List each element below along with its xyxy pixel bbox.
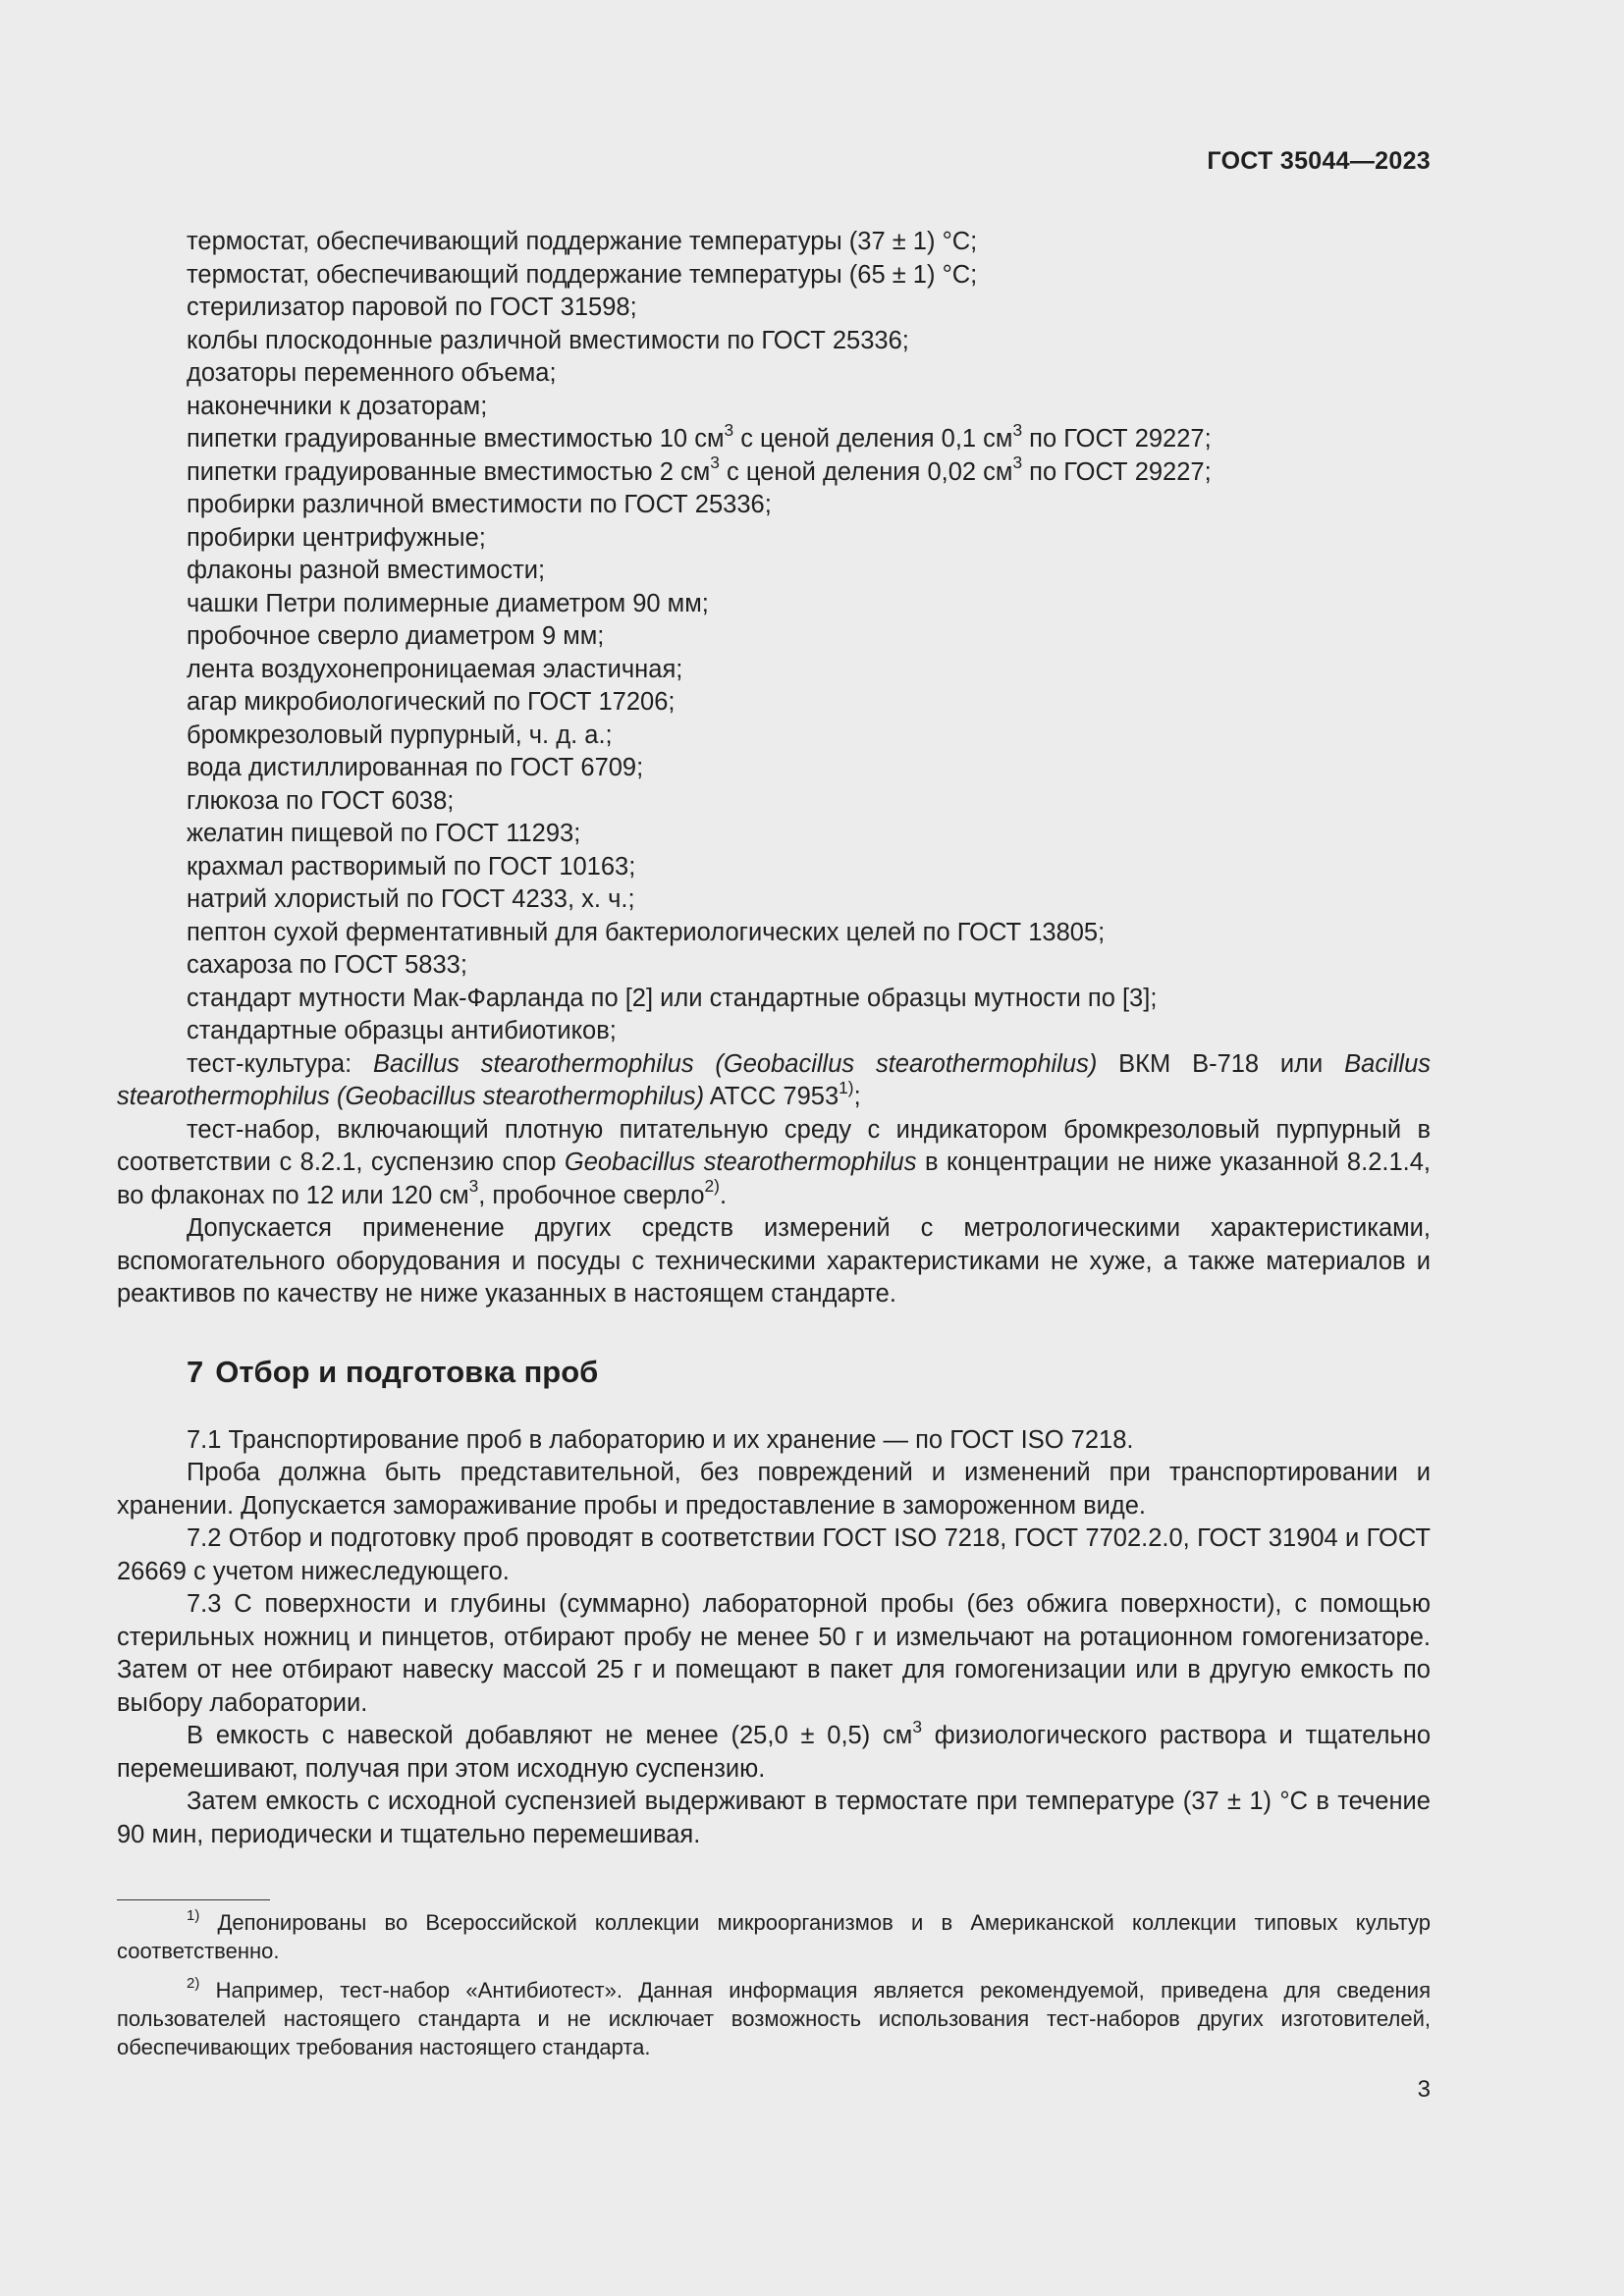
list-item: бромкрезоловый пурпурный, ч. д. а.;: [187, 721, 613, 749]
page-content: [117, 226, 1431, 1851]
list-item: стандарт мутности Мак-Фарланда по [2] или стандартные образцы мутности по [3];: [187, 984, 1158, 1012]
footnote-divider: [117, 1899, 270, 1900]
test-culture-paragraph: тест-культура: Bacillus stearothermophilus (Geobacillus stearothermophilus) ВКМ В-718 или Bacillus stearothermophilus (Geobacillus stearothermophilus) ATCC 7953$^{1)}$;: [117, 1049, 1432, 1110]
list-item: желатин пищевой по ГОСТ 11293;: [187, 820, 581, 847]
paragraph-7-3-cont: В емкость с навеской добавляют не менее (25,0 ± 0,5) $см^3$ физиологического раствора и тщательно перемешивают, получая при этом исходную суспензию.: [117, 1716, 1431, 1783]
list-item: пробирки центрифужные;: [187, 523, 486, 552]
footnote-ref: 1): [839, 1077, 854, 1097]
list-item: стерилизатор паровой по ГОСТ 31598;: [187, 294, 637, 321]
paragraph-7-3-end: Затем емкость с исходной суспензией выдерживают в термостате при температуре (37 ± 1) °C в течение 90 мин, периодически и тщательно перемешивая.: [117, 1788, 1431, 1848]
list-item: натрий хлористый по ГОСТ 4233, х. ч.;: [187, 885, 635, 913]
list-item: агар микробиологический по ГОСТ 17206;: [187, 688, 676, 716]
list-item: колбы плоскодонные различной вместимости по ГОСТ 25336;: [187, 326, 909, 354]
list-item: термостат, обеспечивающий поддержание температуры (65 ± 1) °C;: [187, 260, 978, 289]
equipment-list: [117, 226, 1431, 1048]
footnotes: [117, 1899, 1431, 2072]
document-header: ГОСТ 35044—2023: [1207, 147, 1431, 175]
list-item: термостат, обеспечивающий поддержание температуры (37 ± 1) °C;: [187, 228, 978, 255]
footnote-mark: 2): [187, 1975, 200, 1993]
list-item: пептон сухой ферментативный для бактериологических целей по ГОСТ 13805;: [187, 918, 1106, 946]
list-item: наконечники к дозаторам;: [187, 392, 488, 420]
list-item: дозаторы переменного объема;: [187, 359, 557, 387]
footnote-mark: 1): [187, 1907, 200, 1925]
list-item: вода дистиллированная по ГОСТ 6709;: [187, 754, 644, 781]
section-title: Отбор и подготовка проб: [215, 1354, 599, 1389]
list-item: сахароза по ГОСТ 5833;: [187, 951, 467, 979]
paragraph-7-1: 7.1 Транспортирование проб в лабораторию и их хранение — по ГОСТ ISO 7218.: [187, 1425, 1134, 1454]
paragraph-7-3: 7.3 С поверхности и глубины (суммарно) лабораторной пробы (без обжига поверхности), с помощью стерильных ножниц и пинцетов, отбирают пробу не менее 50 г и измельчают на ротационном гомогенизаторе. Затем от нее отбирают навеску массой 25 г и помещают в пакет для гомогенизации или в другую емкость по выбору лаборатории.: [117, 1590, 1431, 1717]
paragraph-7-1-cont: Проба должна быть представительной, без повреждений и изменений при транспортировании и хранении. Допускается замораживание пробы и предоставление в замороженном виде.: [117, 1459, 1431, 1520]
section-number: 7: [187, 1354, 204, 1389]
list-item: лента воздухонепроницаемая эластичная;: [187, 655, 683, 683]
list-item: чашки Петри полимерные диаметром 90 мм;: [187, 589, 709, 617]
list-item: пробирки различной вместимости по ГОСТ 25336;: [187, 491, 772, 518]
list-item: флаконы разной вместимости;: [187, 557, 546, 584]
list-item: глюкоза по ГОСТ 6038;: [187, 786, 455, 815]
footnote-2: $^{2)}$ Например, тест-набор «Антибиотест». Данная информация является рекомендуемой, приведена для сведения пользователей настоящего стандарта и не исключает возможность использования тест-наборов других изготовителей, обеспечивающих требования настоящего стандарта.: [117, 1975, 1431, 2059]
list-item: крахмал растворимый по ГОСТ 10163;: [187, 852, 636, 881]
footnote-ref: 2): [704, 1176, 720, 1197]
section-heading: [187, 1353, 1431, 1392]
list-item: пробочное сверло диаметром 9 мм;: [187, 622, 605, 650]
list-item: пипетки градуированные вместимостью 10 $см^3$ с ценой деления 0,1 $см^3$ по ГОСТ 29227;: [187, 419, 1212, 453]
list-item: пипетки градуированные вместимостью 2 $см^3$ с ценой деления 0,02 $см^3$ по ГОСТ 29227;: [187, 453, 1212, 486]
page-number: 3: [1417, 2076, 1431, 2103]
paragraph-7-2: 7.2 Отбор и подготовку проб проводят в соответствии ГОСТ ISO 7218, ГОСТ 7702.2.0, ГОСТ 31904 и ГОСТ 26669 с учетом нижеследующего.: [117, 1524, 1431, 1585]
footnote-1: $^{1)}$ Депонированы во Всероссийской коллекции микроорганизмов и в Американской коллекции типовых культур соответственно.: [117, 1907, 1431, 1963]
test-kit-paragraph: тест-набор, включающий плотную питательную среду с индикатором бромкрезоловый пурпурный в соответствии с 8.2.1, суспензию спор Geobacillus stearothermophilus в концентрации не ниже указанной 8.2.1.4, во флаконах по 12 или 120 $см^3$, пробочное сверло$^{2)}$.: [117, 1115, 1432, 1209]
list-item: стандартные образцы антибиотиков;: [187, 1017, 617, 1044]
allowance-paragraph: Допускается применение других средств измерений с метрологическими характеристиками, вспомогательного оборудования и посуды с техническими характеристиками не хуже, а также материалов и реактивов по качеству не ниже указанных в настоящем стандарте.: [117, 1214, 1431, 1308]
